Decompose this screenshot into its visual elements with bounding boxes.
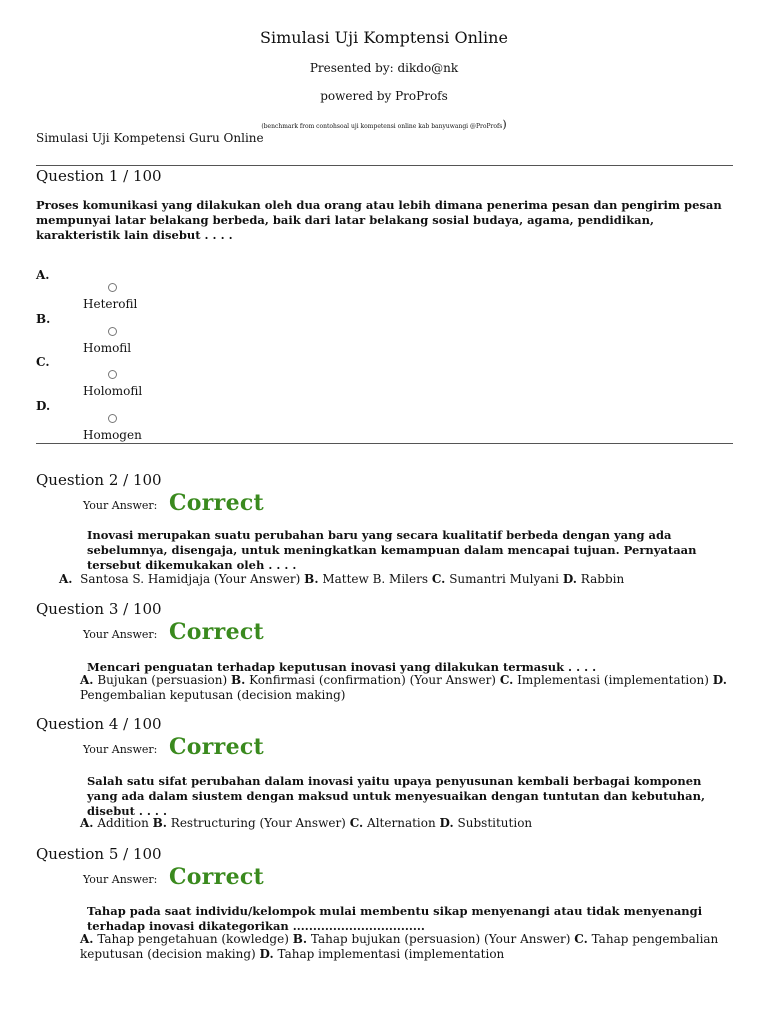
benchmark-note [0, 118, 768, 131]
answer-text: Santosa S. Hamidjaja (Your Answer) [80, 572, 301, 586]
option-c-label[interactable]: Holomofil [83, 384, 143, 398]
answer-letter: D. [712, 673, 727, 687]
question-3-text: Mencari penguatan terhadap keputusan inovasi yang dilakukan termasuk . . . . [87, 660, 597, 674]
answer-text: Addition [97, 816, 149, 830]
quiz-subtitle: Simulasi Uji Kompetensi Guru Online [36, 131, 264, 145]
answer-letter: B. [152, 816, 167, 830]
divider [36, 443, 733, 444]
answer-text: Restructuring (Your Answer) [170, 816, 346, 830]
answer-text: Mattew B. Milers [322, 572, 429, 586]
answer-letter: A. [80, 932, 94, 946]
answer-text: Implementasi (implementation) [517, 673, 709, 687]
your-answer-label: Your Answer: [83, 628, 158, 641]
option-a-radio[interactable] [108, 283, 117, 292]
answer-letter: C. [349, 816, 364, 830]
question-2-answers [59, 572, 624, 587]
option-d-label[interactable]: Homogen [83, 428, 142, 442]
question-4-text: Salah satu sifat perubahan dalam inovasi yaitu upaya penyusunan kembali berbagai komponen yang ada dalam siustem dengan maksud untuk menyesuaikan dengan tuntutan dan kebutuhan, disebut . . . . [87, 774, 705, 818]
your-answer-label: Your Answer: [83, 873, 158, 886]
answer-text: Alternation [367, 816, 436, 830]
question-1-text: Proses komunikasi yang dilakukan oleh dua orang atau lebih dimana penerima pesan dan pengirim pesan mempunyai latar belakang berbeda, baik dari latar belakang sosial budaya, agama, pendidikan, karakteristik lain disebut . . . . [36, 198, 722, 242]
divider [36, 165, 733, 166]
option-d-radio[interactable] [108, 414, 117, 423]
question-1-heading: Question 1 / 100 [36, 167, 162, 185]
answer-letter: D. [562, 572, 577, 586]
correct-status: Correct [169, 490, 265, 516]
presented-by: Presented by: dikdo@nk [309, 61, 459, 75]
answer-text: Pengembalian keputusan (decision making) [80, 688, 346, 702]
correct-status: Correct [169, 734, 265, 760]
answer-letter: C. [431, 572, 446, 586]
correct-status: Correct [169, 864, 265, 890]
answer-letter: C. [574, 932, 588, 946]
your-answer-label: Your Answer: [83, 743, 158, 756]
answer-text: Tahap bujukan (persuasion) (Your Answer) [310, 932, 571, 946]
option-c-letter: C. [36, 355, 50, 369]
answer-letter: B. [304, 572, 319, 586]
benchmark-close: ) [502, 118, 507, 131]
answer-letter: D. [439, 816, 454, 830]
page-title: Simulasi Uji Komptensi Online [260, 28, 508, 47]
answer-letter: B. [231, 673, 246, 687]
answer-text: Tahap pengembalian keputusan (decision making) [80, 932, 719, 961]
answer-letter: D. [259, 947, 274, 961]
answer-text: Tahap pengetahuan (kowledge) [97, 932, 289, 946]
answer-text: Konfirmasi (confirmation) (Your Answer) [249, 673, 496, 687]
benchmark-text: (benchmark from contohsoal uji kompetensi online kab banyuwangi @ProProfs [261, 123, 503, 130]
option-c-radio[interactable] [108, 370, 117, 379]
option-b-radio[interactable] [108, 327, 117, 336]
option-d-letter: D. [36, 399, 51, 413]
option-b-label[interactable]: Homofil [83, 341, 132, 355]
question-4-heading: Question 4 / 100 [36, 715, 162, 733]
option-a-letter: A. [36, 268, 50, 282]
answer-letter: A. [80, 673, 94, 687]
answer-letter: A. [59, 572, 73, 586]
question-4-answers [80, 816, 532, 831]
question-5-answers [80, 932, 730, 962]
your-answer-label: Your Answer: [83, 499, 158, 512]
correct-status: Correct [169, 619, 265, 645]
answer-text: Sumantri Mulyani [449, 572, 559, 586]
question-2-text: Inovasi merupakan suatu perubahan baru yang secara kualitatif berbeda dengan yang ada sebelumnya, disengaja, untuk meningkatkan kemampuan dalam mencapai tujuan. Pernyataan tersebut dikemukakan oleh . . . . [87, 528, 697, 572]
option-a-label[interactable]: Heterofil [83, 297, 138, 311]
question-5-heading: Question 5 / 100 [36, 845, 162, 863]
option-b-letter: B. [36, 312, 51, 326]
answer-text: Bujukan (persuasion) [97, 673, 228, 687]
question-5-text: Tahap pada saat individu/kelompok mulai membentu sikap menyenangi atau tidak menyenangi terhadap inovasi dikategorikan ................................. [87, 904, 703, 933]
answer-text: Rabbin [580, 572, 625, 586]
answer-letter: C. [499, 673, 514, 687]
answer-text: Substitution [457, 816, 533, 830]
question-2-heading: Question 2 / 100 [36, 471, 162, 489]
powered-by: powered by ProProfs [320, 89, 448, 103]
answer-text: Tahap implementasi (implementation [277, 947, 505, 961]
question-3-heading: Question 3 / 100 [36, 600, 162, 618]
answer-letter: B. [292, 932, 308, 946]
question-3-answers [80, 673, 730, 703]
answer-letter: A. [80, 816, 94, 830]
